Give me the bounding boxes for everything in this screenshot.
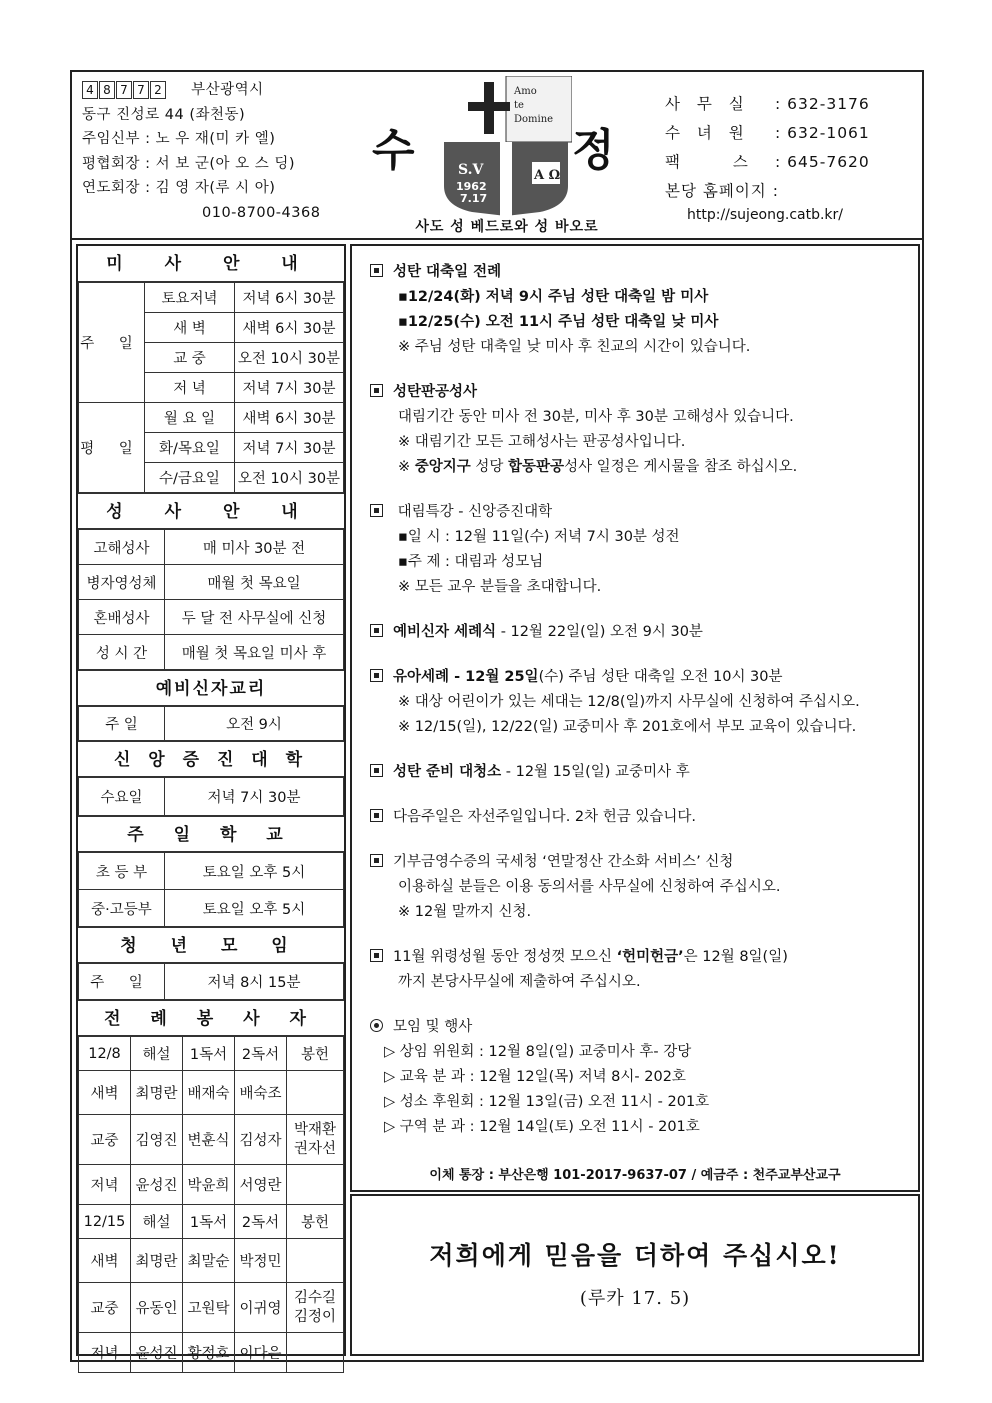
mass-name: 월 요 일 xyxy=(145,403,235,433)
server-name: 박정민 xyxy=(235,1239,287,1283)
sacrament-table xyxy=(78,529,344,670)
column-header: 1독서 xyxy=(183,1205,235,1239)
scripture-reference: (루카 17. 5) xyxy=(579,1288,691,1309)
class-time: 토요일 오후 5시 xyxy=(165,853,344,890)
event-item: ▷ 교육 분 과 : 12월 12일(목) 저녁 8시- 202호 xyxy=(384,1069,686,1085)
column-header: 봉헌 xyxy=(287,1037,344,1071)
mass-time: 저녁 6시 30분 xyxy=(235,283,344,313)
class-time: 오전 9시 xyxy=(165,707,344,741)
meeting-day: 주 일 xyxy=(79,964,165,1000)
mass-name: 화/목요일 xyxy=(145,433,235,463)
mass-name: 수/금요일 xyxy=(145,463,235,493)
square-bullet-icon xyxy=(370,669,383,682)
event-item: ▷ 성소 후원회 : 12월 13일(금) 오전 11시 - 201호 xyxy=(384,1094,710,1110)
server-name: 유동인 xyxy=(131,1283,183,1333)
address: 동구 진성로 44 (좌천동) xyxy=(82,106,246,123)
homepage-link[interactable]: http://sujeong.catb.kr/ xyxy=(687,207,844,223)
class-time: 저녁 7시 30분 xyxy=(165,778,344,816)
mass-name: 교 중 xyxy=(145,343,235,373)
motto-line-1: Amo xyxy=(514,86,537,97)
emblem-year: 1962 xyxy=(456,180,487,193)
notice-charity-sunday: 다음주일은 자선주일입니다. 2차 헌금 있습니다. xyxy=(370,805,910,830)
column-header: 해설 xyxy=(131,1205,183,1239)
mass-name: 저녁 xyxy=(79,1165,131,1205)
bank-account: 이체 통장 : 부산은행 101-2017-9637-07 / 예금주 : 천주교부산교구 xyxy=(429,1168,841,1183)
server-name xyxy=(287,1071,344,1115)
server-name: 최명란 xyxy=(131,1071,183,1115)
notice-christmas-liturgy: 성탄 대축일 전례 ▪12/24(화) 저녁 9시 주님 성탄 대축일 밤 미사 ▪12/25(수) 오전 11시 주님 성탄 대축일 낮 미사 ※ 주님 성탄 대축일 낮 미사 후 친교의 시간이 있습니다. xyxy=(370,260,910,360)
mass-name: 교중 xyxy=(79,1115,131,1165)
mass-time: 저녁 7시 30분 xyxy=(235,373,344,403)
catechumen-table xyxy=(78,706,344,741)
mass-time: 저녁 7시 30분 xyxy=(235,433,344,463)
square-bullet-icon xyxy=(370,854,383,867)
notice-advent-lecture: 대림특강 - 신앙증진대학 ▪일 시 : 12월 11일(수) 저녁 7시 30분 성전 ▪주 제 : 대림과 성모님 ※ 모든 교우 분들을 초대합니다. xyxy=(370,500,910,600)
class-time: 토요일 오후 5시 xyxy=(165,890,344,927)
schedule-column xyxy=(76,244,346,1362)
server-name: 고원탁 xyxy=(183,1283,235,1333)
city: 부산광역시 xyxy=(191,82,264,98)
server-name xyxy=(287,1165,344,1205)
mass-time: 새벽 6시 30분 xyxy=(235,403,344,433)
emblem-date: 7.17 xyxy=(460,192,488,205)
sacrament-name: 고해성사 xyxy=(79,530,165,565)
class-day: 수요일 xyxy=(79,778,165,816)
column-header: 해설 xyxy=(131,1037,183,1071)
notice-confession: 성탄판공성사 대림기간 동안 미사 전 30분, 미사 후 30분 고해성사 있습니다. ※ 대림기간 모든 고해성사는 판공성사입니다. ※ 중앙지구 성당 합동판공성사 일정은 게시물을 참조 하십시오. xyxy=(370,380,910,480)
mass-name: 새 벽 xyxy=(145,313,235,343)
server-name: 윤성진 xyxy=(131,1333,183,1373)
mass-name: 토요저녁 xyxy=(145,283,235,313)
contact-office: 사 무 실 : 632-3176 xyxy=(665,95,870,113)
mass-time: 오전 10시 30분 xyxy=(235,463,344,493)
council-president: 평협회장 : 서 보 군(아 오 스 딩) xyxy=(82,155,296,172)
week-date: 12/15 xyxy=(79,1205,131,1239)
cross-emblem-icon xyxy=(440,76,572,216)
school-grade: 중·고등부 xyxy=(79,890,165,927)
mass-schedule-table xyxy=(78,282,344,493)
legion-president: 연도회장 : 김 영 자(루 시 아) xyxy=(82,180,276,196)
parish-info xyxy=(82,78,372,225)
contact-fax: 팩 스 : 645-7620 xyxy=(665,153,870,171)
faith-college-title: 신 앙 증 진 대 학 xyxy=(78,741,344,777)
server-name xyxy=(287,1239,344,1283)
homepage-label: 본당 홈페이지 : xyxy=(665,182,779,200)
server-name: 김수길 김정이 xyxy=(287,1283,344,1333)
square-bullet-icon xyxy=(370,504,383,517)
parish-logo xyxy=(372,72,632,240)
contact-info xyxy=(665,90,915,224)
motto-line-2: te xyxy=(514,100,524,111)
legion-phone: 010-8700-4368 xyxy=(202,204,321,221)
motto-line-3: Domine xyxy=(514,114,554,125)
server-name: 윤성진 xyxy=(131,1165,183,1205)
notice-baptism: 예비신자 세례식 - 12월 22일(일) 오전 9시 30분 xyxy=(370,620,910,645)
sacrament-time: 매월 첫 목요일 xyxy=(165,565,344,600)
school-grade: 초 등 부 xyxy=(79,853,165,890)
notice-cleaning: 성탄 준비 대청소 - 12월 15일(일) 교중미사 후 xyxy=(370,760,910,785)
column-header: 봉헌 xyxy=(287,1205,344,1239)
weekday-label: 평 일 xyxy=(79,403,145,493)
notice-infant-baptism: 유아세례 - 12월 25일(수) 주님 성탄 대축일 오전 10시 30분 ※ 대상 어린이가 있는 세대는 12/8(일)까지 사무실에 신청하여 주십시오. ※ 12/15(일), 12/22(일) 교중미사 후 201호에서 부모 교육이 있습니다. xyxy=(370,665,910,740)
column-header: 2독서 xyxy=(235,1037,287,1071)
server-name: 이다은 xyxy=(235,1333,287,1373)
notice-donation-receipt: 기부금영수증의 국세청 ‘연말정산 간소화 서비스’ 신청 이용하실 분들은 이용 동의서를 사무실에 신청하여 주십시오. ※ 12월 말까지 신청. xyxy=(370,850,910,925)
square-bullet-icon xyxy=(370,624,383,637)
sunday-school-title: 주 일 학 교 xyxy=(78,816,344,852)
mass-name: 교중 xyxy=(79,1283,131,1333)
mass-name: 새벽 xyxy=(79,1071,131,1115)
class-day: 주 일 xyxy=(79,707,165,741)
sacrament-name: 병자영성체 xyxy=(79,565,165,600)
logo-word-su: 수 xyxy=(372,125,415,176)
scripture-box xyxy=(350,1194,920,1356)
catechumen-title: 예비신자교리 xyxy=(78,670,344,706)
sacrament-time: 매월 첫 목요일 미사 후 xyxy=(165,635,344,670)
server-name: 배재숙 xyxy=(183,1071,235,1115)
server-name: 황정호 xyxy=(183,1333,235,1373)
column-header: 1독서 xyxy=(183,1037,235,1071)
logo-word-jeong: 정 xyxy=(572,125,615,176)
scripture-verse: 저희에게 믿음을 더하여 주십시오! xyxy=(429,1241,841,1270)
server-name: 이귀영 xyxy=(235,1283,287,1333)
notice-rice-offering: 11월 위령성월 동안 정성껏 모으신 ‘헌미헌금’은 12월 8일(일) 까지 본당사무실에 제출하여 주십시오. xyxy=(370,945,910,995)
server-name: 최명란 xyxy=(131,1239,183,1283)
event-item: ▷ 상임 위원회 : 12월 8일(일) 교중미사 후- 강당 xyxy=(384,1044,692,1060)
contact-convent: 수 녀 원 : 632-1061 xyxy=(665,124,870,142)
sacrament-time: 두 달 전 사무실에 신청 xyxy=(165,600,344,635)
event-item: ▷ 구역 분 과 : 12월 14일(토) 오전 11시 - 201호 xyxy=(384,1119,700,1135)
server-name: 박윤희 xyxy=(183,1165,235,1205)
column-header: 2독서 xyxy=(235,1205,287,1239)
sacrament-title: 성 사 안 내 xyxy=(78,493,344,529)
sunday-school-table xyxy=(78,852,344,927)
sunday-label: 주 일 xyxy=(79,283,145,403)
youth-title: 청 년 모 임 xyxy=(78,927,344,963)
server-name: 박재환 권자선 xyxy=(287,1115,344,1165)
mass-name: 저녁 xyxy=(79,1333,131,1373)
server-name: 최말순 xyxy=(183,1239,235,1283)
mass-time: 오전 10시 30분 xyxy=(235,343,344,373)
server-name xyxy=(287,1333,344,1373)
alpha-omega-icon: A Ω xyxy=(534,168,561,183)
square-bullet-icon xyxy=(370,764,383,777)
mass-schedule-title: 미 사 안 내 xyxy=(78,246,344,282)
youth-table xyxy=(78,963,344,1000)
server-name: 김성자 xyxy=(235,1115,287,1165)
mass-time: 새벽 6시 30분 xyxy=(235,313,344,343)
square-bullet-icon xyxy=(370,384,383,397)
server-name: 변훈식 xyxy=(183,1115,235,1165)
mass-name: 저 녁 xyxy=(145,373,235,403)
week-date: 12/8 xyxy=(79,1037,131,1071)
square-bullet-icon xyxy=(370,264,383,277)
notices-panel xyxy=(350,244,920,1192)
faith-college-table xyxy=(78,777,344,816)
pastor: 주임신부 : 노 우 재(미 카 엘) xyxy=(82,131,276,147)
sacrament-time: 매 미사 30분 전 xyxy=(165,530,344,565)
liturgy-servers-table xyxy=(78,1036,344,1373)
square-bullet-icon xyxy=(370,809,383,822)
bulletin-header xyxy=(72,72,922,240)
server-name: 배숙조 xyxy=(235,1071,287,1115)
server-name: 서영란 xyxy=(235,1165,287,1205)
patron-saints: 사도 성 베드로와 성 바오로 xyxy=(415,219,599,235)
mass-name: 새벽 xyxy=(79,1239,131,1283)
circle-bullet-icon xyxy=(370,1019,383,1032)
sacrament-name: 성 시 간 xyxy=(79,635,165,670)
emblem-letters: S.V xyxy=(458,162,484,178)
events-list: 모임 및 행사 ▷ 상임 위원회 : 12월 8일(일) 교중미사 후- 강당 ▷ 교육 분 과 : 12월 12일(목) 저녁 8시- 202호 ▷ 성소 후원회 : 12월 13일(금) 오전 11시 - 201호 ▷ 구역 분 과 : 12월 14일(토) 오전 11시 - 201호 xyxy=(370,1015,910,1140)
square-bullet-icon xyxy=(370,949,383,962)
liturgy-servers-title: 전 례 봉 사 자 xyxy=(78,1000,344,1036)
zip-code: 4 8 7 7 2 xyxy=(82,81,166,99)
sacrament-name: 혼배성사 xyxy=(79,600,165,635)
bulletin-page xyxy=(70,70,924,1362)
server-name: 김영진 xyxy=(131,1115,183,1165)
meeting-time: 저녁 8시 15분 xyxy=(165,964,344,1000)
